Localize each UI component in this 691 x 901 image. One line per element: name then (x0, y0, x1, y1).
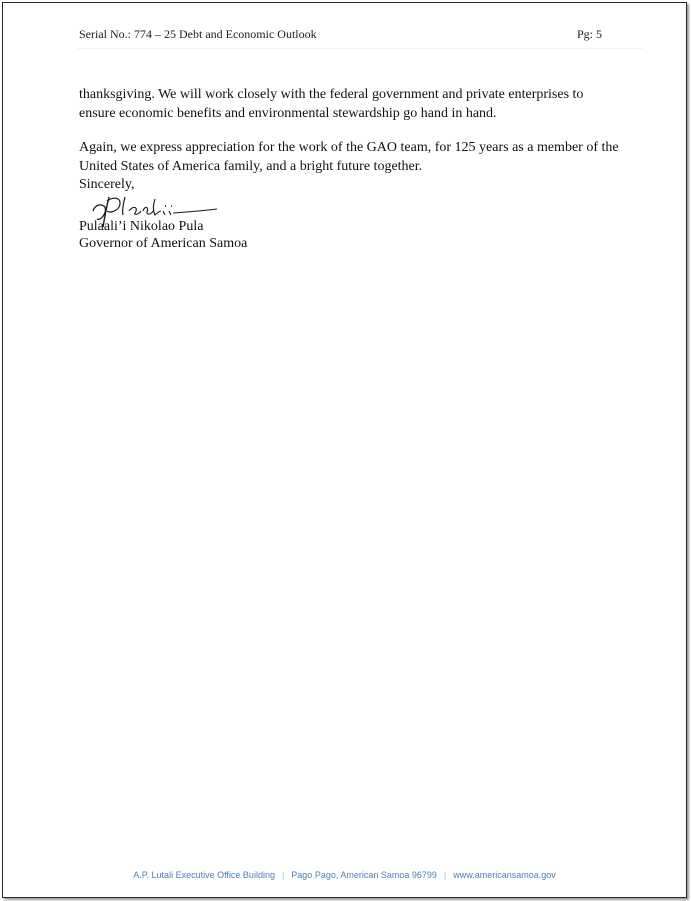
serial-number: Serial No.: 774 – 25 Debt and Economic Outlook (79, 27, 317, 41)
footer-building: A.P. Lutali Executive Office Building (133, 870, 275, 880)
signer-title: Governor of American Samoa (79, 236, 248, 251)
letter-body (79, 85, 619, 191)
footer-website-link[interactable]: www.americansamoa.gov (453, 870, 556, 880)
footer-separator: | (281, 870, 285, 880)
footer-address: Pago Pago, American Samoa 96799 (291, 870, 437, 880)
header-divider (77, 48, 643, 49)
signer-name: Pulaali’i Nikolao Pula (79, 219, 204, 234)
signature-block (79, 218, 247, 252)
closing-salutation: Sincerely, (79, 177, 135, 192)
footer-separator: | (443, 870, 447, 880)
page-number: Pg: 5 (576, 27, 602, 41)
page-footer (3, 870, 686, 880)
body-paragraph: thanksgiving. We will work closely with the federal government and private enterprises to ensure economic benefits and environmental stewardship go hand in hand. (79, 87, 584, 121)
letter-page (2, 2, 687, 898)
body-paragraph: Again, we express appreciation for the work of the GAO team, for 125 years as a member of the United States of America family, and a bright future together. (79, 140, 619, 174)
